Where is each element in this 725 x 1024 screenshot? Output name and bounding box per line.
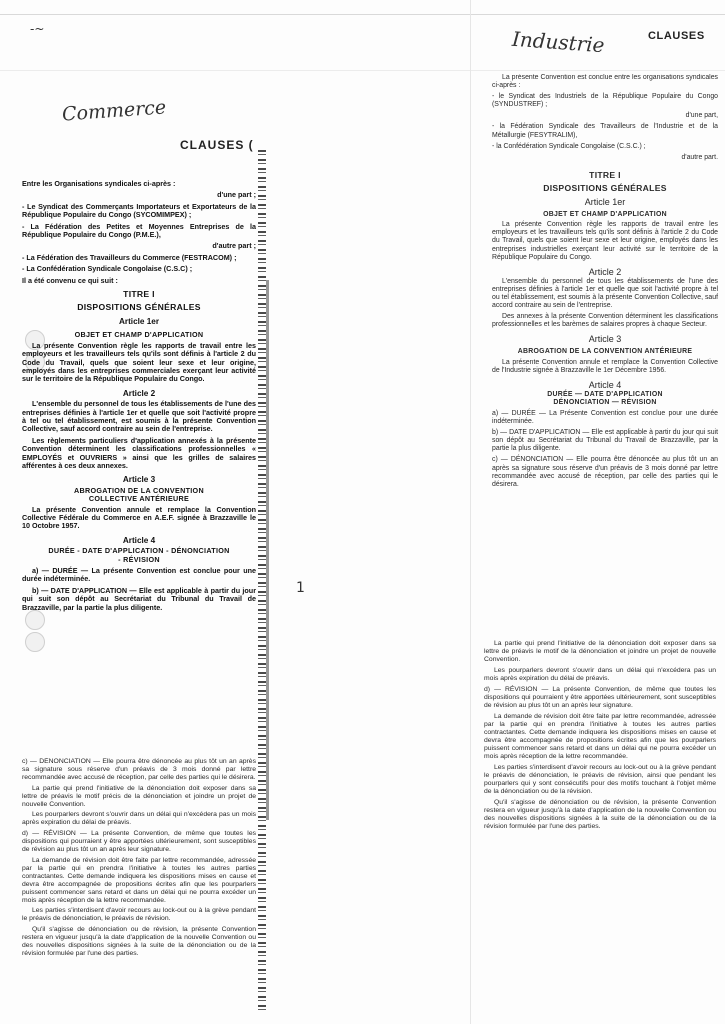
right-article-heading: Article 3 bbox=[588, 334, 622, 345]
center-fold bbox=[470, 0, 471, 1024]
scan-artifact-line bbox=[0, 70, 725, 71]
left-clauses-heading: CLAUSES ( bbox=[180, 138, 254, 152]
right-party: - la Fédération Syndicale des Travailleurs de l'Industrie et de la Métallurgie (FESYTRALIM), bbox=[492, 123, 718, 139]
right-clauses-heading: CLAUSES bbox=[648, 30, 705, 42]
left-party: - La Confédération Syndicale Congolaise (C.S.C) ; bbox=[22, 264, 193, 274]
scan-artifact-line bbox=[0, 14, 725, 15]
left-article-subheading: - RÉVISION bbox=[118, 554, 160, 564]
right-lower-text: La partie qui prend l'initiative de la dénonciation doit exposer dans sa lettre de préavis le motif de la dénonciation et joindre un projet de nouvelle Convention. bbox=[484, 640, 716, 663]
right-column-lower bbox=[484, 640, 716, 940]
right-article-subheading: ABROGATION DE LA CONVENTION ANTÉRIEURE bbox=[517, 348, 693, 356]
left-party: - La Fédération des Travailleurs du Commerce (FESTRACOM) ; bbox=[22, 252, 237, 262]
left-lower-text: La partie qui prend l'initiative de la dénonciation doit exposer dans sa lettre de préavis le motif précis de la dénonciation et joindre un projet de nouvelle Convention. bbox=[22, 784, 256, 808]
handwritten-note-commerce: Commerce bbox=[61, 96, 167, 126]
left-lower-text: La demande de révision doit être faite par lettre recommandée, adressée par la partie qui en prendra l'initiative à toutes les autres parties contractantes. Cette demande indiquera les dispositions mises en cause et devra être accompagnée de propositions écrites afin que les pourparlers puissent commencer sans retard et dans un délai qui ne pourra excéder un mois après réception de la lettre recommandée. bbox=[22, 856, 256, 904]
left-party: - Le Syndicat des Commerçants Importateurs et Exportateurs de la République Populaire du Congo (SYCOMIMPEX) ; bbox=[22, 201, 256, 220]
right-article-text: La présente Convention règle les rapports de travail entre les employeurs et les travailleurs tels qu'ils sont définis à l'article 2 du Code du Travail, quels que soient leur sexe et leur origine, employés dans les entreprises industrielles exerçant leur activité sur le territoire de la République Populaire du Congo. bbox=[492, 221, 718, 261]
left-titre-sub: DISPOSITIONS GÉNÉRALES bbox=[77, 302, 201, 313]
left-lower-text: Les parties s'interdisent d'avoir recours au lock-out ou à la grève pendant le préavis de dénonciation, le préavis de révision. bbox=[22, 907, 256, 923]
left-lower-text: d) — RÉVISION — La présente Convention, de même que toutes les dispositions qui pourraient y être apportées ultérieurement, sont susceptibles de révision au plus tôt un an après leur signature. bbox=[22, 830, 256, 854]
left-titre: TITRE I bbox=[123, 289, 155, 300]
right-une-part: d'une part, bbox=[685, 112, 718, 120]
right-lower-text: d) — RÉVISION — La présente Convention, de même que toutes les dispositions qui pourraient y être apportées ultérieurement, sont susceptibles de révision au plus tôt un an après leur signature. bbox=[484, 686, 716, 709]
right-lower-text: Qu'il s'agisse de dénonciation ou de révision, la présente Convention restera en vigueur jusqu'à la date d'application de la nouvelle Convention ou des nouvelles dispositions signées à la suite de la dénonciation ou de la révision formulée par l'une des parties. bbox=[484, 799, 716, 830]
handwritten-note-industrie: Industrie bbox=[511, 26, 606, 58]
left-lower-text: c) — DÉNONCIATION — Elle pourra être dénoncée au plus tôt un an après sa signature sous réserve d'un préavis de 3 mois donné par lettre recommandée avec accusé de réception, par celle des parties qui le désirera. bbox=[22, 758, 256, 781]
right-party: - la Confédération Syndicale Congolaise (C.S.C.) ; bbox=[492, 142, 646, 150]
right-article-subheading: DURÉE — DATE D'APPLICATION bbox=[547, 390, 663, 398]
right-article-text: La présente Convention annule et remplace la Convention Collective de l'Industrie signée à Brazzaville le 1er Décembre 1956. bbox=[492, 358, 718, 374]
strip-edge bbox=[266, 280, 269, 820]
left-article-heading: Article 2 bbox=[122, 388, 156, 398]
left-lower-text: Les pourparlers devront s'ouvrir dans un délai qui n'excédera pas un mois après expiration du délai de préavis. bbox=[22, 811, 256, 827]
right-article-heading: Article 2 bbox=[588, 266, 622, 277]
right-article-text: Des annexes à la présente Convention déterminent les classifications professionnelles et les barèmes de salaires propres à chaque Secteur. bbox=[492, 313, 718, 329]
left-article-heading: Article 3 bbox=[122, 475, 156, 485]
left-article-heading: Article 1er bbox=[118, 316, 160, 326]
right-party: - le Syndicat des Industriels de la République Populaire du Congo (SYNDUSTREF) ; bbox=[492, 93, 718, 109]
left-article-heading: Article 4 bbox=[122, 535, 156, 545]
right-lower-text: La demande de révision doit être faite par lettre recommandée, adressée par la partie qui en prendra l'initiative à toutes les autres parties contractantes. Cette demande indiquera les dispositions mises en cause et devra être accompagnée de propositions écrites afin que les pourparlers puissent commencer sans retard et dans un délai qui ne pourra excéder un mois après réception de la lettre recommandée. bbox=[484, 713, 716, 760]
stray-mark: 1 bbox=[296, 580, 305, 596]
right-article-text: L'ensemble du personnel de tous les établissements de l'une des entreprises définies à l'article 1er et quelle que soit l'activité propre à tel ou tel établissement, est soumis à la présente Convention Collective, sauf accord contraire au sein de l'entreprise. bbox=[492, 277, 718, 310]
right-titre-sub: DISPOSITIONS GÉNÉRALES bbox=[543, 182, 667, 193]
left-autre-part: d'autre part ; bbox=[212, 241, 256, 251]
right-article-text: b) — DATE D'APPLICATION — Elle est applicable à partir du jour qui suit son dépôt au Secrétariat du Tribunal du Travail de Brazzaville, par la partie la plus diligente. bbox=[492, 429, 718, 453]
left-article-subheading: ABROGATION DE LA CONVENTION bbox=[74, 485, 204, 495]
right-autre-part: d'autre part. bbox=[681, 153, 718, 161]
left-article-text: L'ensemble du personnel de tous les établissements de l'une des entreprises définies à l'article 1er et quelle que soit l'activité propre à tel ou tel établissement, est soumis à la présente Convention Collective, sauf accord contraire au sein de l'entreprise. bbox=[22, 399, 256, 434]
left-article-text: La présente Convention règle les rapports de travail entre les employeurs et les travailleurs tels qu'ils sont définis à l'article 2 du Code du Travail, quels que soient leur sexe et leur origine, employés dans les entreprises commerciales exerçant leur activité sur le territoire de la République Populaire du Congo. bbox=[22, 340, 256, 384]
right-article-subheading: DÉNONCIATION — RÉVISION bbox=[553, 398, 657, 406]
left-lower-text: Qu'il s'agisse de dénonciation ou de révision, la présente Convention restera en vigueur jusqu'à la date d'application de la nouvelle Convention ou des nouvelles dispositions signées à la suite de la dénonciation ou de la révision formulée par l'une des parties. bbox=[22, 926, 256, 957]
right-intro: La présente Convention est conclue entre les organisations syndicales ci-après : bbox=[492, 74, 718, 90]
stray-mark: -~ bbox=[30, 22, 45, 36]
left-article-text: a) — DURÉE — La présente Convention est conclue pour une durée indéterminée. bbox=[22, 566, 256, 584]
right-article-text: c) — DÉNONCIATION — Elle pourra être dénoncée au plus tôt un an après sa signature sous réserve d'un préavis de 3 mois donné par lettre recommandée avec accusé de réception, par celle des parties qui le désirera. bbox=[492, 456, 718, 488]
left-column-lower bbox=[22, 758, 256, 1020]
right-titre: TITRE I bbox=[589, 169, 621, 180]
left-article-text: Les règlements particuliers d'application annexés à la présente Convention déterminent les classifications professionnelles « EMPLOYÉS et OUVRIERS » ainsi que les grilles de salaires afférentes à ces deux annexes. bbox=[22, 435, 256, 470]
left-party: - La Fédération des Petites et Moyennes Entreprises de la République Populaire du Congo (P.M.E.), bbox=[22, 221, 256, 240]
right-lower-text: Les pourparlers devront s'ouvrir dans un délai qui n'excédera pas un mois après expiration du délai de préavis. bbox=[484, 667, 716, 682]
strip-edge bbox=[258, 150, 266, 1010]
right-article-heading: Article 4 bbox=[588, 379, 622, 390]
left-article-subheading: COLLECTIVE ANTÉRIEURE bbox=[88, 494, 190, 504]
left-article-subheading: DURÉE - DATE D'APPLICATION - DÉNONCIATION bbox=[48, 546, 230, 556]
left-convenu: Il a été convenu ce qui suit : bbox=[22, 275, 118, 285]
right-lower-text: Les parties s'interdisent d'avoir recours au lock-out ou à la grève pendant le préavis de dénonciation, le préavis de révision, ainsi que pendant les pourparlers qui y sont consécutifs pour des motifs touchant à l'objet même de la dénonciation ou de la révision. bbox=[484, 764, 716, 795]
right-article-heading: Article 1er bbox=[584, 197, 626, 208]
left-article-text: b) — DATE D'APPLICATION — Elle est applicable à partir du jour qui suit son dépôt au Secrétariat du Tribunal du Travail de Brazzaville, par la partie la plus diligente. bbox=[22, 585, 256, 612]
right-article-subheading: OBJET ET CHAMP D'APPLICATION bbox=[543, 211, 667, 219]
left-intro: Entre les Organisations syndicales ci-après : bbox=[22, 180, 176, 188]
left-une-part: d'une part ; bbox=[217, 190, 256, 200]
right-article-text: a) — DURÉE — La Présente Convention est conclue pour une durée indéterminée. bbox=[492, 410, 718, 426]
left-article-subheading: OBJET ET CHAMP D'APPLICATION bbox=[74, 330, 204, 340]
left-article-text: La présente Convention annule et remplace la Convention Collective Fédérale du Commerce en A.E.F. signée à Brazzaville le 10 Octobre 1957. bbox=[22, 504, 256, 531]
